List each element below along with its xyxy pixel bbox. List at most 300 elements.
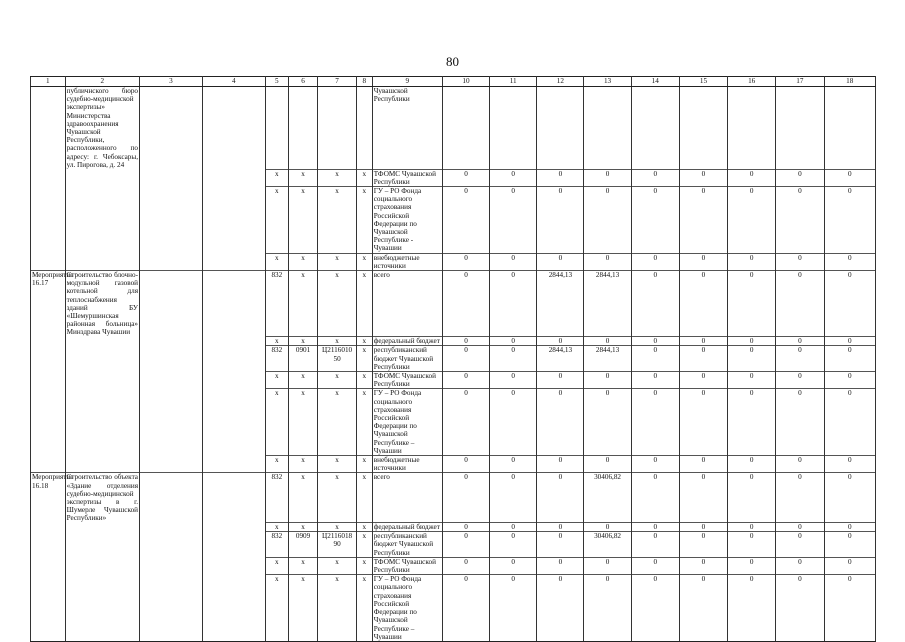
responsible-executor-cell	[140, 186, 203, 253]
amount-cell: 0	[824, 532, 876, 558]
section-code-cell: x	[288, 270, 317, 336]
grbs-code-cell: x	[265, 389, 288, 456]
column-number-header: 5	[265, 77, 288, 87]
expense-group-cell: x	[356, 389, 372, 456]
responsible-executor-cell	[140, 455, 203, 472]
co-executor-cell	[202, 371, 265, 388]
column-number-header: 2	[65, 77, 139, 87]
amount-cell: 0	[824, 523, 876, 532]
table-row	[31, 389, 876, 456]
column-number-header: 17	[776, 77, 824, 87]
grbs-code-cell	[265, 87, 288, 170]
co-executor-cell	[202, 186, 265, 253]
amount-cell: 0	[442, 473, 489, 523]
column-number-header: 12	[537, 77, 584, 87]
expense-group-cell: x	[356, 532, 372, 558]
section-code-cell: x	[288, 186, 317, 253]
target-article-cell: x	[318, 186, 357, 253]
amount-cell: 0	[631, 575, 679, 642]
event-number-cell	[31, 169, 66, 186]
target-article-cell: x	[318, 455, 357, 472]
amount-cell: 0	[679, 523, 727, 532]
target-article-cell: x	[318, 253, 357, 270]
responsible-executor-cell	[140, 270, 203, 336]
amount-cell: 0	[490, 346, 537, 372]
amount-cell: 0	[584, 389, 631, 456]
amount-cell: 0	[824, 371, 876, 388]
amount-cell: 0	[679, 270, 727, 336]
amount-cell: 0	[776, 253, 824, 270]
table-row	[31, 337, 876, 346]
amount-cell: 0	[631, 532, 679, 558]
amount-cell: 0	[728, 270, 776, 336]
amount-cell: 0	[631, 557, 679, 574]
grbs-code-cell: x	[265, 186, 288, 253]
amount-cell: 0	[490, 371, 537, 388]
column-number-header: 1	[31, 77, 66, 87]
funding-source-cell: республиканский бюджет Чувашской Республики	[372, 532, 442, 558]
column-number-header: 16	[728, 77, 776, 87]
page-number: 80	[446, 54, 459, 69]
amount-cell: 0	[442, 337, 489, 346]
grbs-code-cell: x	[265, 337, 288, 346]
amount-cell: 0	[537, 557, 584, 574]
amount-cell: 0	[776, 575, 824, 642]
amount-cell: 0	[728, 169, 776, 186]
event-name-cell	[65, 371, 139, 388]
amount-cell: 0	[679, 557, 727, 574]
amount-cell: 0	[776, 337, 824, 346]
amount-cell: 2844,13	[537, 346, 584, 372]
amount-cell: 0	[776, 270, 824, 336]
table-row	[31, 557, 876, 574]
amount-cell: 0	[824, 473, 876, 523]
amount-cell: 0	[824, 186, 876, 253]
target-article-cell: x	[318, 575, 357, 642]
amount-cell: 0	[776, 523, 824, 532]
table-row	[31, 253, 876, 270]
amount-cell: 0	[584, 186, 631, 253]
column-number-header: 13	[584, 77, 631, 87]
section-code-cell: x	[288, 337, 317, 346]
target-article-cell: x	[318, 473, 357, 523]
amount-cell: 0	[490, 186, 537, 253]
amount-cell: 0	[442, 346, 489, 372]
grbs-code-cell: 832	[265, 532, 288, 558]
responsible-executor-cell	[140, 87, 203, 170]
event-name-cell	[65, 532, 139, 558]
amount-cell: 0	[537, 371, 584, 388]
amount-cell: 0	[490, 169, 537, 186]
section-code-cell: x	[288, 575, 317, 642]
amount-cell: 0	[584, 455, 631, 472]
amount-cell: 0	[631, 169, 679, 186]
responsible-executor-cell	[140, 557, 203, 574]
grbs-code-cell: x	[265, 455, 288, 472]
amount-cell: 0	[824, 337, 876, 346]
column-number-header: 7	[318, 77, 357, 87]
amount-cell: 0	[679, 455, 727, 472]
amount-cell: 0	[824, 169, 876, 186]
column-number-header: 6	[288, 77, 317, 87]
table-row	[31, 523, 876, 532]
amount-cell: 0	[728, 575, 776, 642]
amount-cell: 0	[537, 455, 584, 472]
event-number-cell: Мероприятие 16.18	[31, 473, 66, 523]
table-row	[31, 346, 876, 372]
amount-cell: 0	[776, 532, 824, 558]
event-number-cell	[31, 346, 66, 372]
amount-cell: 0	[442, 557, 489, 574]
section-code-cell: x	[288, 253, 317, 270]
amount-cell: 0	[537, 337, 584, 346]
amount-cell: 0	[824, 389, 876, 456]
event-number-cell	[31, 557, 66, 574]
amount-cell: 0	[631, 389, 679, 456]
funding-source-cell: ТФОМС Чувашской Республики	[372, 557, 442, 574]
amount-cell: 0	[679, 389, 727, 456]
responsible-executor-cell	[140, 473, 203, 523]
funding-source-cell: внебюджетные источники	[372, 455, 442, 472]
column-number-header: 18	[824, 77, 876, 87]
amount-cell: 0	[728, 523, 776, 532]
event-number-cell	[31, 389, 66, 456]
amount-cell: 0	[776, 473, 824, 523]
responsible-executor-cell	[140, 523, 203, 532]
co-executor-cell	[202, 87, 265, 170]
amount-cell: 0	[442, 389, 489, 456]
target-article-cell: x	[318, 270, 357, 336]
amount-cell: 0	[728, 337, 776, 346]
amount-cell: 0	[584, 557, 631, 574]
event-name-cell	[65, 346, 139, 372]
co-executor-cell	[202, 473, 265, 523]
funding-source-cell: всего	[372, 473, 442, 523]
amount-cell: 0	[584, 575, 631, 642]
event-number-cell	[31, 532, 66, 558]
funding-source-cell: ТФОМС Чувашской Республики	[372, 371, 442, 388]
table-row	[31, 532, 876, 558]
column-number-header: 14	[631, 77, 679, 87]
amount-cell: 0	[631, 253, 679, 270]
amount-cell: 0	[679, 346, 727, 372]
responsible-executor-cell	[140, 532, 203, 558]
amount-cell: 0	[824, 253, 876, 270]
amount-cell: 0	[631, 455, 679, 472]
amount-cell: 0	[537, 169, 584, 186]
event-name-cell	[65, 253, 139, 270]
amount-cell	[537, 87, 584, 170]
event-number-cell	[31, 455, 66, 472]
amount-cell: 0	[631, 371, 679, 388]
funding-source-cell: Чувашской Республики	[372, 87, 442, 170]
amount-cell: 0	[442, 169, 489, 186]
amount-cell: 0	[776, 371, 824, 388]
funding-source-cell: всего	[372, 270, 442, 336]
expense-group-cell: x	[356, 186, 372, 253]
co-executor-cell	[202, 346, 265, 372]
amount-cell	[728, 87, 776, 170]
grbs-code-cell: x	[265, 169, 288, 186]
event-name-cell	[65, 389, 139, 456]
co-executor-cell	[202, 389, 265, 456]
amount-cell	[631, 87, 679, 170]
amount-cell: 0	[584, 253, 631, 270]
section-code-cell: x	[288, 389, 317, 456]
amount-cell: 0	[776, 346, 824, 372]
column-number-header: 3	[140, 77, 203, 87]
amount-cell: 0	[537, 575, 584, 642]
column-number-header: 11	[490, 77, 537, 87]
funding-source-cell: федеральный бюджет	[372, 337, 442, 346]
section-code-cell: x	[288, 473, 317, 523]
expense-group-cell: x	[356, 169, 372, 186]
amount-cell: 0	[442, 575, 489, 642]
section-code-cell: x	[288, 371, 317, 388]
grbs-code-cell: 832	[265, 270, 288, 336]
amount-cell: 0	[537, 473, 584, 523]
event-number-cell	[31, 523, 66, 532]
event-name-cell	[65, 455, 139, 472]
column-number-header: 10	[442, 77, 489, 87]
amount-cell: 0	[490, 473, 537, 523]
expense-group-cell: x	[356, 523, 372, 532]
amount-cell: 0	[728, 557, 776, 574]
event-number-cell: Мероприятие 16.17	[31, 270, 66, 336]
amount-cell: 0	[631, 346, 679, 372]
event-name-cell: публичнского бюро судебно-медицинской экспертизы» Министерства здравоохранения Чувашской Республики, расположенного по адресу: г. Чебоксары, ул. Пирогова, д. 24	[66, 87, 139, 169]
responsible-executor-cell	[140, 346, 203, 372]
amount-cell: 0	[442, 270, 489, 336]
grbs-code-cell: x	[265, 253, 288, 270]
target-article-cell: x	[318, 557, 357, 574]
table-row	[31, 87, 876, 170]
amount-cell: 0	[490, 575, 537, 642]
section-code-cell: 0901	[288, 346, 317, 372]
event-number-cell	[31, 87, 66, 170]
target-article-cell: x	[318, 337, 357, 346]
amount-cell: 0	[631, 473, 679, 523]
section-code-cell: x	[288, 523, 317, 532]
co-executor-cell	[202, 253, 265, 270]
amount-cell: 0	[537, 186, 584, 253]
expense-group-cell: x	[356, 575, 372, 642]
target-article-cell: x	[318, 169, 357, 186]
event-number-cell	[31, 337, 66, 346]
target-article-cell: x	[318, 389, 357, 456]
amount-cell: 0	[728, 455, 776, 472]
responsible-executor-cell	[140, 389, 203, 456]
event-name-cell	[65, 186, 139, 253]
event-name-cell: Строительство объекта «Здание отделения судебно-медицинской экспертизы в г. Шумерле Чувашской Республики»	[66, 473, 139, 523]
expense-group-cell: x	[356, 557, 372, 574]
section-code-cell: x	[288, 455, 317, 472]
amount-cell: 0	[824, 557, 876, 574]
table-body	[31, 77, 876, 642]
amount-cell: 0	[728, 346, 776, 372]
funding-source-cell: ГУ – РО Фонда социального страхования Российской Федерации по Чувашской Республике - Чувашии	[372, 186, 442, 253]
amount-cell: 0	[776, 186, 824, 253]
column-number-header: 8	[356, 77, 372, 87]
amount-cell: 0	[728, 371, 776, 388]
amount-cell: 0	[537, 253, 584, 270]
amount-cell: 0	[584, 371, 631, 388]
table-row	[31, 186, 876, 253]
event-name-cell	[65, 557, 139, 574]
co-executor-cell	[202, 523, 265, 532]
amount-cell: 0	[442, 371, 489, 388]
amount-cell: 0	[442, 532, 489, 558]
section-code-cell: x	[288, 557, 317, 574]
amount-cell: 0	[631, 523, 679, 532]
co-executor-cell	[202, 169, 265, 186]
table-row	[31, 371, 876, 388]
amount-cell: 0	[679, 371, 727, 388]
grbs-code-cell: x	[265, 557, 288, 574]
responsible-executor-cell	[140, 169, 203, 186]
amount-cell: 0	[442, 186, 489, 253]
grbs-code-cell: x	[265, 523, 288, 532]
co-executor-cell	[202, 557, 265, 574]
amount-cell: 0	[490, 253, 537, 270]
amount-cell	[824, 87, 876, 170]
amount-cell: 0	[679, 575, 727, 642]
amount-cell: 0	[679, 169, 727, 186]
amount-cell: 0	[584, 169, 631, 186]
amount-cell	[490, 87, 537, 170]
grbs-code-cell: x	[265, 371, 288, 388]
grbs-code-cell: 832	[265, 346, 288, 372]
amount-cell: 0	[631, 270, 679, 336]
expense-group-cell: x	[356, 337, 372, 346]
grbs-code-cell: 832	[265, 473, 288, 523]
column-number-header: 9	[372, 77, 442, 87]
target-article-cell: x	[318, 371, 357, 388]
event-name-cell: Строительство блочно-модульной газовой котельной для теплоснабжения зданий БУ «Шемуршинская районная больница» Минздрава Чувашии	[66, 270, 139, 337]
event-number-cell	[31, 371, 66, 388]
amount-cell: 0	[442, 523, 489, 532]
event-number-cell	[31, 186, 66, 253]
responsible-executor-cell	[140, 337, 203, 346]
amount-cell: 0	[776, 557, 824, 574]
header-row	[31, 77, 876, 87]
target-article-cell: x	[318, 523, 357, 532]
amount-cell: 2844,13	[584, 346, 631, 372]
amount-cell: 0	[776, 455, 824, 472]
amount-cell: 0	[490, 389, 537, 456]
amount-cell: 0	[631, 337, 679, 346]
amount-cell: 0	[490, 270, 537, 336]
amount-cell: 0	[490, 455, 537, 472]
funding-source-cell: ГУ – РО Фонда социального страхования Российской Федерации по Чувашской Республике – Чувашии	[372, 575, 442, 642]
amount-cell: 0	[679, 186, 727, 253]
amount-cell: 0	[776, 389, 824, 456]
amount-cell: 2844,13	[584, 270, 631, 336]
amount-cell: 0	[728, 389, 776, 456]
table-row	[31, 270, 876, 336]
responsible-executor-cell	[140, 371, 203, 388]
funding-source-cell: внебюджетные источники	[372, 253, 442, 270]
amount-cell: 0	[776, 169, 824, 186]
amount-cell	[584, 87, 631, 170]
amount-cell: 0	[442, 253, 489, 270]
amount-cell: 0	[442, 455, 489, 472]
expense-group-cell: x	[356, 473, 372, 523]
target-article-cell: Ц2116010 50	[318, 346, 357, 372]
amount-cell: 0	[679, 337, 727, 346]
amount-cell: 0	[824, 270, 876, 336]
funding-source-cell: ТФОМС Чувашской Республики	[372, 169, 442, 186]
column-number-header: 4	[202, 77, 265, 87]
section-code-cell: x	[288, 169, 317, 186]
funding-source-cell: республиканский бюджет Чувашской Республики	[372, 346, 442, 372]
amount-cell: 2844,13	[537, 270, 584, 336]
responsible-executor-cell	[140, 253, 203, 270]
amount-cell: 0	[824, 455, 876, 472]
amount-cell: 0	[537, 523, 584, 532]
amount-cell: 0	[679, 473, 727, 523]
co-executor-cell	[202, 455, 265, 472]
section-code-cell: 0909	[288, 532, 317, 558]
funding-source-cell: ГУ – РО Фонда социального страхования Российской Федерации по Чувашской Республике – Чувашии	[372, 389, 442, 456]
column-number-header: 15	[679, 77, 727, 87]
amount-cell: 0	[537, 389, 584, 456]
amount-cell	[442, 87, 489, 170]
amount-cell	[679, 87, 727, 170]
amount-cell: 0	[679, 253, 727, 270]
section-code-cell	[288, 87, 317, 170]
event-number-cell	[31, 253, 66, 270]
expense-group-cell: x	[356, 346, 372, 372]
target-article-cell: Ц2116018 90	[318, 532, 357, 558]
co-executor-cell	[202, 575, 265, 642]
event-number-cell	[31, 575, 66, 642]
co-executor-cell	[202, 532, 265, 558]
co-executor-cell	[202, 337, 265, 346]
amount-cell: 0	[728, 253, 776, 270]
amount-cell: 0	[490, 523, 537, 532]
table-row	[31, 575, 876, 642]
expense-group-cell	[356, 87, 372, 170]
amount-cell: 30406,82	[584, 473, 631, 523]
budget-table	[30, 76, 876, 642]
amount-cell: 0	[631, 186, 679, 253]
amount-cell: 0	[824, 575, 876, 642]
co-executor-cell	[202, 270, 265, 336]
table-row	[31, 473, 876, 523]
event-name-cell	[65, 169, 139, 186]
amount-cell: 0	[490, 557, 537, 574]
expense-group-cell: x	[356, 270, 372, 336]
amount-cell: 0	[537, 532, 584, 558]
amount-cell: 0	[490, 532, 537, 558]
expense-group-cell: x	[356, 253, 372, 270]
amount-cell: 0	[728, 186, 776, 253]
amount-cell: 0	[728, 532, 776, 558]
amount-cell: 0	[679, 532, 727, 558]
amount-cell: 0	[490, 337, 537, 346]
amount-cell: 0	[824, 346, 876, 372]
grbs-code-cell: x	[265, 575, 288, 642]
amount-cell: 0	[584, 523, 631, 532]
expense-group-cell: x	[356, 371, 372, 388]
table-row	[31, 169, 876, 186]
event-name-cell	[65, 337, 139, 346]
expense-group-cell: x	[356, 455, 372, 472]
table-row	[31, 455, 876, 472]
responsible-executor-cell	[140, 575, 203, 642]
event-name-cell	[65, 523, 139, 532]
